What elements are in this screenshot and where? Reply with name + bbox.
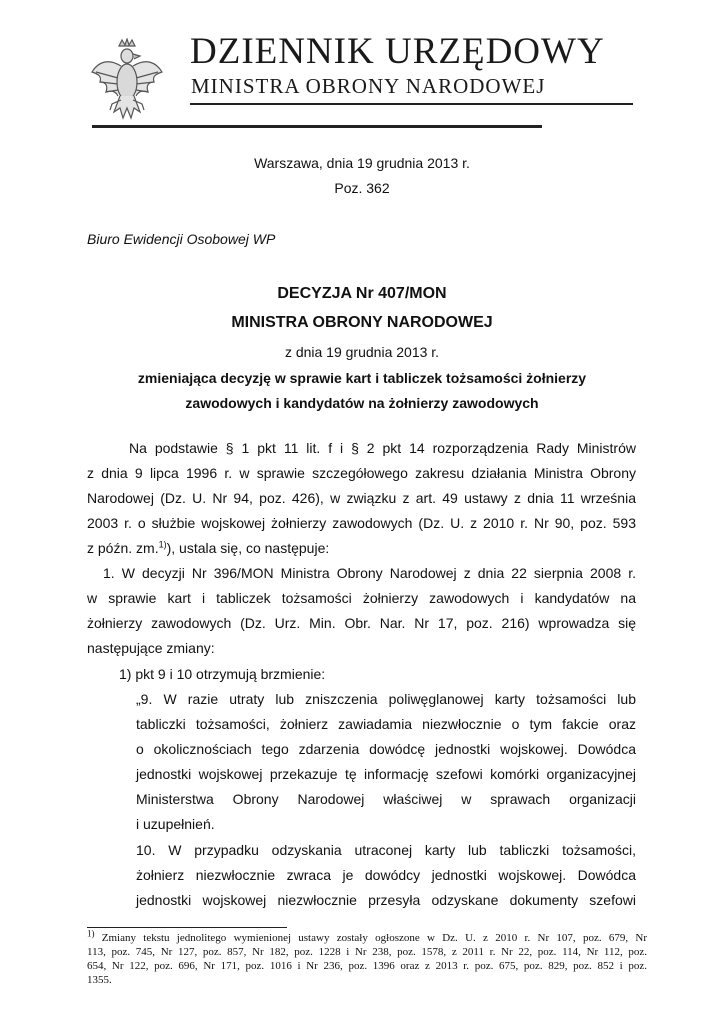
masthead-divider (190, 103, 633, 105)
issuer: Biuro Ewidencji Osobowej WP (87, 231, 276, 247)
place-date: Warszawa, dnia 19 grudnia 2013 r. (254, 155, 470, 171)
footnote-text: Zmiany tekstu jednolitego wymienionej ustawy zostały ogłoszone w Dz. U. z 2010 r. Nr 107, poz. 679, Nr (94, 932, 647, 944)
quote-line: Ministerstwa Obrony Narodowej właściwej w sprawach organizacji (136, 791, 636, 807)
quote-line: i uzupełnień. (136, 816, 215, 832)
body-line: Narodowej (Dz. U. Nr 94, poz. 426), w związku z art. 49 ustawy z dnia 11 września (87, 490, 636, 506)
footnote-line: 1355. (87, 974, 112, 986)
polish-eagle-emblem-icon (88, 38, 166, 130)
footnote-ref: 1) (158, 539, 167, 550)
body-line (87, 540, 329, 556)
quote-line: „9. W razie utraty lub zniszczenia poliwęglanowej karty tożsamości lub (136, 691, 636, 707)
list-item: 1) pkt 9 i 10 otrzymują brzmienie: (119, 666, 326, 682)
quote-line: jednostki wojskowej niezwłocznie przesyła odzyskane dokumenty szefowi (136, 892, 636, 908)
decision-date: z dnia 19 grudnia 2013 r. (284, 344, 440, 360)
body-line: 1. W decyzji Nr 396/MON Ministra Obrony Narodowej z dnia 22 sierpnia 2008 r. (103, 565, 636, 581)
footnote-marker: 1) (87, 928, 95, 939)
quote-line: o okolicznościach tego zdarzenia dowódcę jednostki wojskowej. Dowódca (136, 741, 636, 757)
minister-title: MINISTRA OBRONY NARODOWEJ (231, 314, 493, 331)
subject-line-2: zawodowych i kandydatów na żołnierzy zawodowych (185, 395, 539, 411)
quote-line: jednostki wojskowej przekazuje tę informację szefowi komórki organizacyjnej (136, 766, 636, 782)
decision-title: DECYZJA Nr 407/MON (277, 285, 447, 302)
body-line: w sprawie kart i tabliczek tożsamości żołnierzy zawodowych i kandydatów na (87, 590, 636, 606)
body-line: następujące zmiany: (87, 640, 215, 656)
body-line: żołnierzy zawodowych (Dz. Urz. Min. Obr. Nar. Nr 17, poz. 216) wprowadza się (87, 615, 636, 631)
body-line: Na podstawie § 1 pkt 11 lit. f i § 2 pkt 14 rozporządzenia Rady Ministrów (129, 440, 636, 456)
footnote-divider (87, 927, 287, 928)
position-number: Poz. 362 (334, 180, 390, 196)
quote-line: tabliczki tożsamości, żołnierz zawiadamia niezwłocznie o tym fakcie oraz (136, 716, 636, 732)
header-divider (92, 125, 542, 128)
quote-line: żołnierz niezwłocznie zwraca je dowódcy jednostki wojskowej. Dowódca (136, 867, 636, 883)
quote-line: 10. W przypadku odzyskania utraconej karty lub tabliczki tożsamości, (136, 842, 636, 858)
masthead-subtitle: MINISTRA OBRONY NARODOWEJ (191, 74, 546, 98)
footnote-line: 654, Nr 122, poz. 696, Nr 171, poz. 1016 i Nr 236, poz. 1396 oraz z 2013 r. poz. 675, poz. 829, poz. 852 i poz. (87, 960, 647, 972)
masthead-title: DZIENNIK URZĘDOWY (190, 31, 605, 72)
body-text: ), ustala się, co następuje: (166, 540, 330, 556)
footnote-line (87, 928, 647, 944)
body-line: z dnia 9 lipca 1996 r. w sprawie szczegółowego zakresu działania Ministra Obrony (87, 465, 636, 481)
body-line: 2003 r. o służbie wojskowej żołnierzy zawodowych (Dz. U. z 2010 r. Nr 90, poz. 593 (87, 515, 636, 531)
body-text: z późn. zm. (87, 540, 159, 556)
subject-line-1: zmieniająca decyzję w sprawie kart i tabliczek tożsamości żołnierzy (137, 370, 587, 386)
footnote-line: 113, poz. 745, Nr 127, poz. 857, Nr 182, poz. 1228 i Nr 238, poz. 1578, z 2011 r. Nr 22, poz. 114, Nr 112, poz. (87, 946, 647, 958)
